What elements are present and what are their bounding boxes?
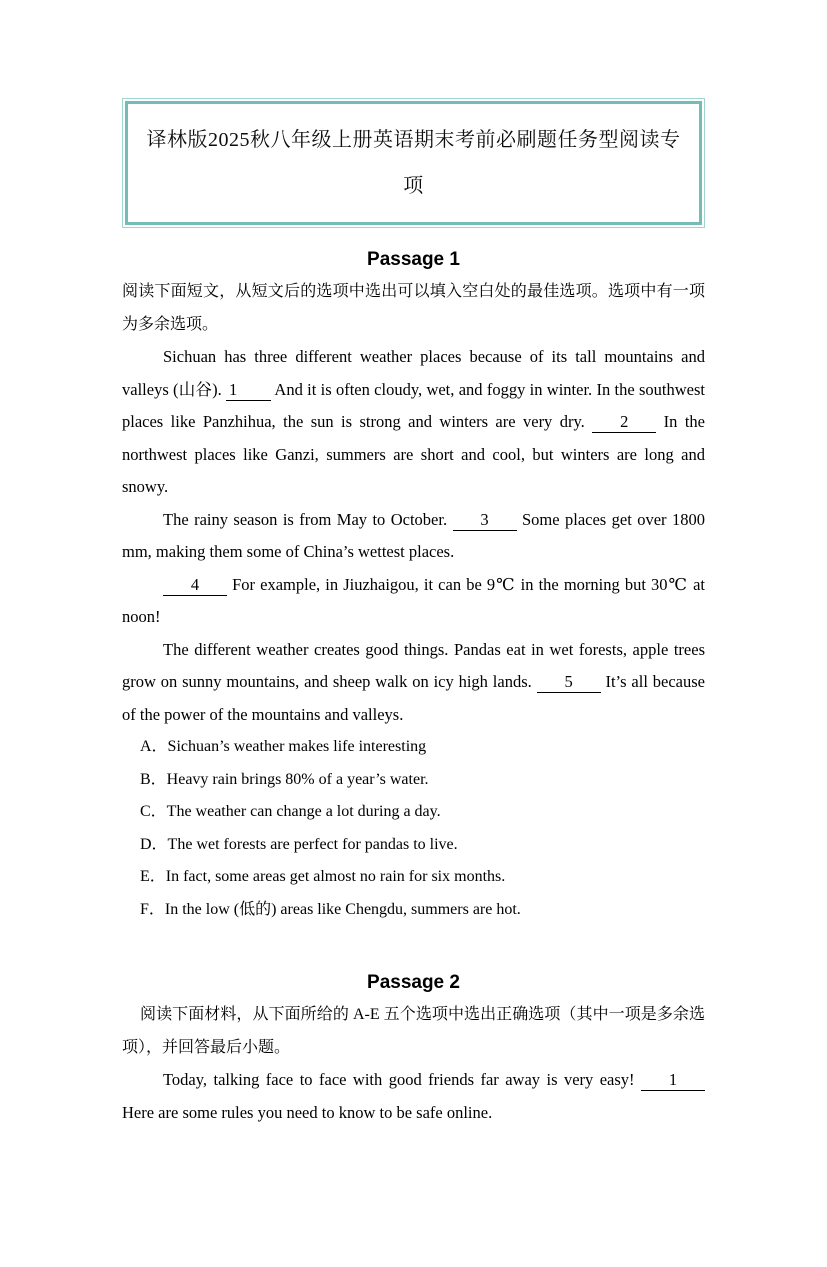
- paragraph-text: The rainy season is from May to October.: [163, 509, 453, 529]
- option-item: D．The wet forests are perfect for pandas to live.: [140, 835, 458, 853]
- paragraph-text: Some places get over 1800 mm, making them some of China’s wettest places.: [122, 509, 705, 561]
- paragraph-text: Sichuan has three different weather places because of its tall mountains and valleys (山谷).: [122, 347, 705, 399]
- passage-1-section: [122, 243, 705, 926]
- passage-2-instruction: 阅读下面材料，从下面所给的 A-E 五个选项中选出正确选项（其中一项是多余选项），并回答最后小题。: [122, 1006, 705, 1056]
- passage-paragraph: [122, 1064, 705, 1129]
- passage-1-heading: Passage 1: [367, 249, 460, 270]
- answer-blank-4: 4: [163, 575, 227, 596]
- option-item: F．In the low (低的) areas like Chengdu, summers are hot.: [140, 900, 521, 918]
- document-page: [0, 98, 827, 1267]
- passage-paragraph: [122, 341, 705, 504]
- option-item: E．In fact, some areas get almost no rain for six months.: [140, 868, 506, 885]
- answer-blank-5: 5: [537, 672, 601, 693]
- paragraph-text: The different weather creates good things. Pandas eat in wet forests, apple trees grow on sunny mountains, and sheep walk on icy high lands.: [122, 639, 705, 691]
- passage-paragraph: [122, 504, 705, 569]
- answer-blank-3: 3: [453, 510, 517, 531]
- passage-2-paragraphs: [122, 1064, 705, 1129]
- answer-blank-1: 1: [641, 1070, 705, 1091]
- answer-blank-1: 1: [226, 380, 271, 401]
- answer-blank-2: 2: [592, 412, 656, 433]
- passage-1-instruction: 阅读下面短文，从短文后的选项中选出可以填入空白处的最佳选项。选项中有一项为多余选项。: [122, 283, 705, 333]
- passage-paragraph: [122, 634, 705, 732]
- passage-1-paragraphs: [122, 341, 705, 731]
- passage-paragraph: [122, 569, 705, 634]
- paragraph-text: For example, in Jiuzhaigou, it can be 9℃ in the morning but 30℃ at noon!: [122, 574, 705, 626]
- paragraph-text: Here are some rules you need to know to be safe online.: [122, 1102, 493, 1122]
- option-item: A．Sichuan’s weather makes life interesting: [140, 738, 427, 755]
- paragraph-text: Today, talking face to face with good friends far away is very easy!: [163, 1070, 641, 1089]
- page-content: [122, 98, 705, 1129]
- option-item: B．Heavy rain brings 80% of a year’s water.: [140, 770, 429, 788]
- document-title-line-1: 译林版2025秋八年级上册英语期末考前必刷题任务型阅读专: [146, 129, 681, 151]
- title-box: [122, 98, 705, 228]
- passage-1-options: [122, 731, 705, 926]
- title-box-inner: [125, 101, 702, 225]
- document-title-line-2: 项: [403, 175, 424, 197]
- option-item: C．The weather can change a lot during a day.: [140, 803, 441, 820]
- paragraph-text: It’s all because of the power of the mountains and valleys.: [122, 672, 705, 724]
- paragraph-text: And it is often cloudy, wet, and foggy in winter. In the southwest places like Panzhihua, the sun is strong and winters are very dry.: [122, 379, 705, 431]
- paragraph-text: In the northwest places like Ganzi, summers are short and cool, but winters are long and snowy.: [122, 412, 705, 496]
- passage-2-section: [122, 966, 705, 1129]
- passage-2-heading: Passage 2: [367, 972, 460, 993]
